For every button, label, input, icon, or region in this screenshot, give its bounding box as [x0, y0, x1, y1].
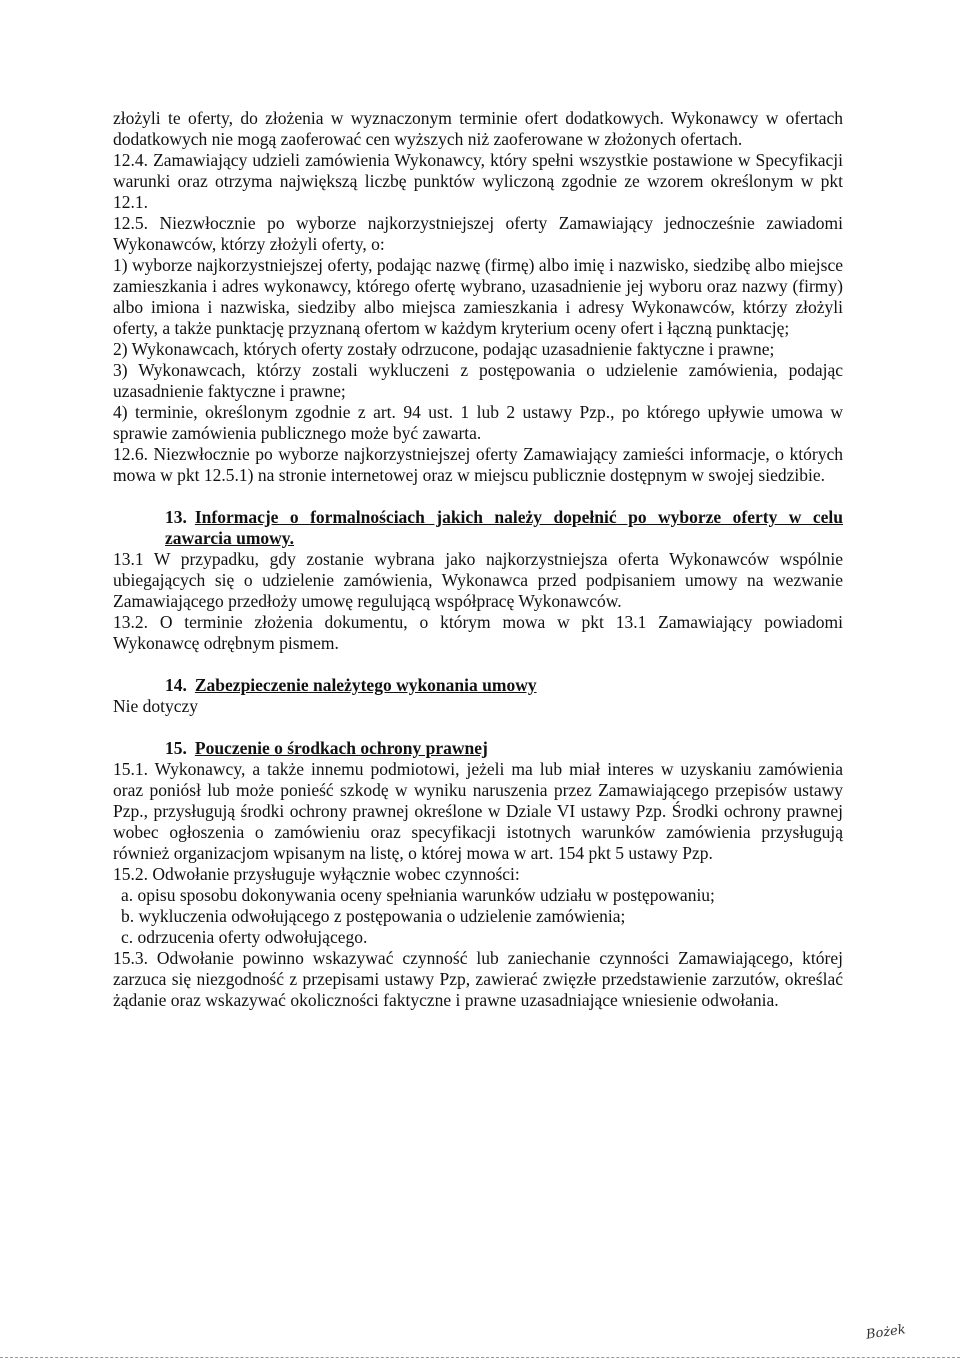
paragraph-12-5-item-4: 4) terminie, określonym zgodnie z art. 94 ust. 1 lub 2 ustawy Pzp., po którego upływie umowa w sprawie zamówienia publicznego może być zawarta. — [113, 402, 843, 443]
paragraph-intro: złożyli te oferty, do złożenia w wyznaczonym terminie ofert dodatkowych. Wykonawcy w ofertach dodatkowych nie mogą zaoferować cen wyższych niż zaoferowane w złożonych ofertach. — [113, 108, 843, 149]
section-number: 15. — [165, 738, 187, 758]
spacer — [113, 717, 843, 738]
document-page — [113, 108, 843, 1011]
paragraph-15-1: 15.1. Wykonawcy, a także innemu podmiotowi, jeżeli ma lub miał interes w uzyskaniu zamówienia oraz poniósł lub może ponieść szkodę w wyniku naruszenia przez Zamawiającego przepisów ustawy Pzp., przysługują środki ochrony prawnej określone w Dziale VI ustawy Pzp. Środki ochrony prawnej wobec ogłoszenia o zamówieniu oraz specyfikacji istotnych warunków zamówienia przysługują również organizacjom wpisanym na listę, o której mowa w art. 154 pkt 5 ustawy Pzp. — [113, 759, 843, 863]
paragraph-12-5-item-1: 1) wyborze najkorzystniejszej oferty, podając nazwę (firmę) albo imię i nazwisko, siedzibę albo miejsce zamieszkania i adres wykonawcy, którego ofertę wybrano, uzasadnienie jej wyboru oraz nazwy (firmy) albo imiona i nazwiska, siedziby albo miejsca zamieszkania i adresy Wykonawców, którzy złożyli oferty, a także punktację przyznaną ofertom w każdym kryterium oceny ofert i łączną punktację; — [113, 255, 843, 338]
paragraph-13-1: 13.1 W przypadku, gdy zostanie wybrana jako najkorzystniejsza oferta Wykonawców wspólnie ubiegających się o udzielenie zamówienia, Wykonawca przed podpisaniem umowy na wezwanie Zamawiającego przedłoży umowę regulującą współpracę Wykonawców. — [113, 549, 843, 611]
section-number: 13. — [165, 507, 187, 527]
spacer — [113, 654, 843, 675]
section-heading-15 — [165, 738, 843, 759]
paragraph-12-5: 12.5. Niezwłocznie po wyborze najkorzystniejszej oferty Zamawiający jednocześnie zawiadomi Wykonawców, którzy złożyli oferty, o: — [113, 213, 843, 254]
paragraph-12-5-item-3: 3) Wykonawcach, którzy zostali wykluczeni z postępowania o udzielenie zamówienia, podając uzasadnienie faktyczne i prawne; — [113, 360, 843, 401]
section-number: 14. — [165, 675, 187, 695]
section-title: Zabezpieczenie należytego wykonania umowy — [194, 675, 537, 695]
paragraph-15-2-item-a: a. opisu sposobu dokonywania oceny spełniania warunków udziału w postępowaniu; — [121, 885, 715, 905]
spacer — [113, 486, 843, 507]
paragraph-15-2-item-c: c. odrzucenia oferty odwołującego. — [121, 927, 368, 947]
paragraph-15-3: 15.3. Odwołanie powinno wskazywać czynność lub zaniechanie czynności Zamawiającego, której zarzuca się niezgodność z przepisami ustawy Pzp, zawierać zwięzłe przedstawienie zarzutów, określać żądanie oraz wskazywać okoliczności faktyczne i prawne uzasadniające wniesienie odwołania. — [113, 948, 843, 1010]
signature: Bożek — [865, 1322, 907, 1343]
paragraph-13-2: 13.2. O terminie złożenia dokumentu, o którym mowa w pkt 13.1 Zamawiający powiadomi Wykonawcę odrębnym pismem. — [113, 612, 843, 653]
section-title: Informacje o formalnościach jakich należy dopełnić po wyborze oferty w celu zawarcia umowy. — [165, 507, 843, 548]
section-title: Pouczenie o środkach ochrony prawnej — [194, 738, 488, 758]
paragraph-12-4: 12.4. Zamawiający udzieli zamówienia Wykonawcy, który spełni wszystkie postawione w Specyfikacji warunki oraz otrzyma największą liczbę punktów wyliczoną zgodnie ze wzorem określonym w pkt 12.1. — [113, 150, 843, 212]
paragraph-12-6: 12.6. Niezwłocznie po wyborze najkorzystniejszej oferty Zamawiający zamieści informacje, o których mowa w pkt 12.5.1) na stronie internetowej oraz w miejscu publicznie dostępnym w swojej siedzibie. — [113, 444, 843, 485]
paragraph-15-2-item-b: b. wykluczenia odwołującego z postępowania o udzielenie zamówienia; — [121, 906, 626, 926]
paragraph-12-5-item-2: 2) Wykonawcach, których oferty zostały odrzucone, podając uzasadnienie faktyczne i prawne; — [113, 339, 775, 359]
paragraph-14: Nie dotyczy — [113, 696, 199, 716]
paragraph-15-2: 15.2. Odwołanie przysługuje wyłącznie wobec czynności: — [113, 864, 520, 884]
section-heading-14 — [165, 675, 843, 696]
section-heading-13 — [165, 507, 843, 549]
